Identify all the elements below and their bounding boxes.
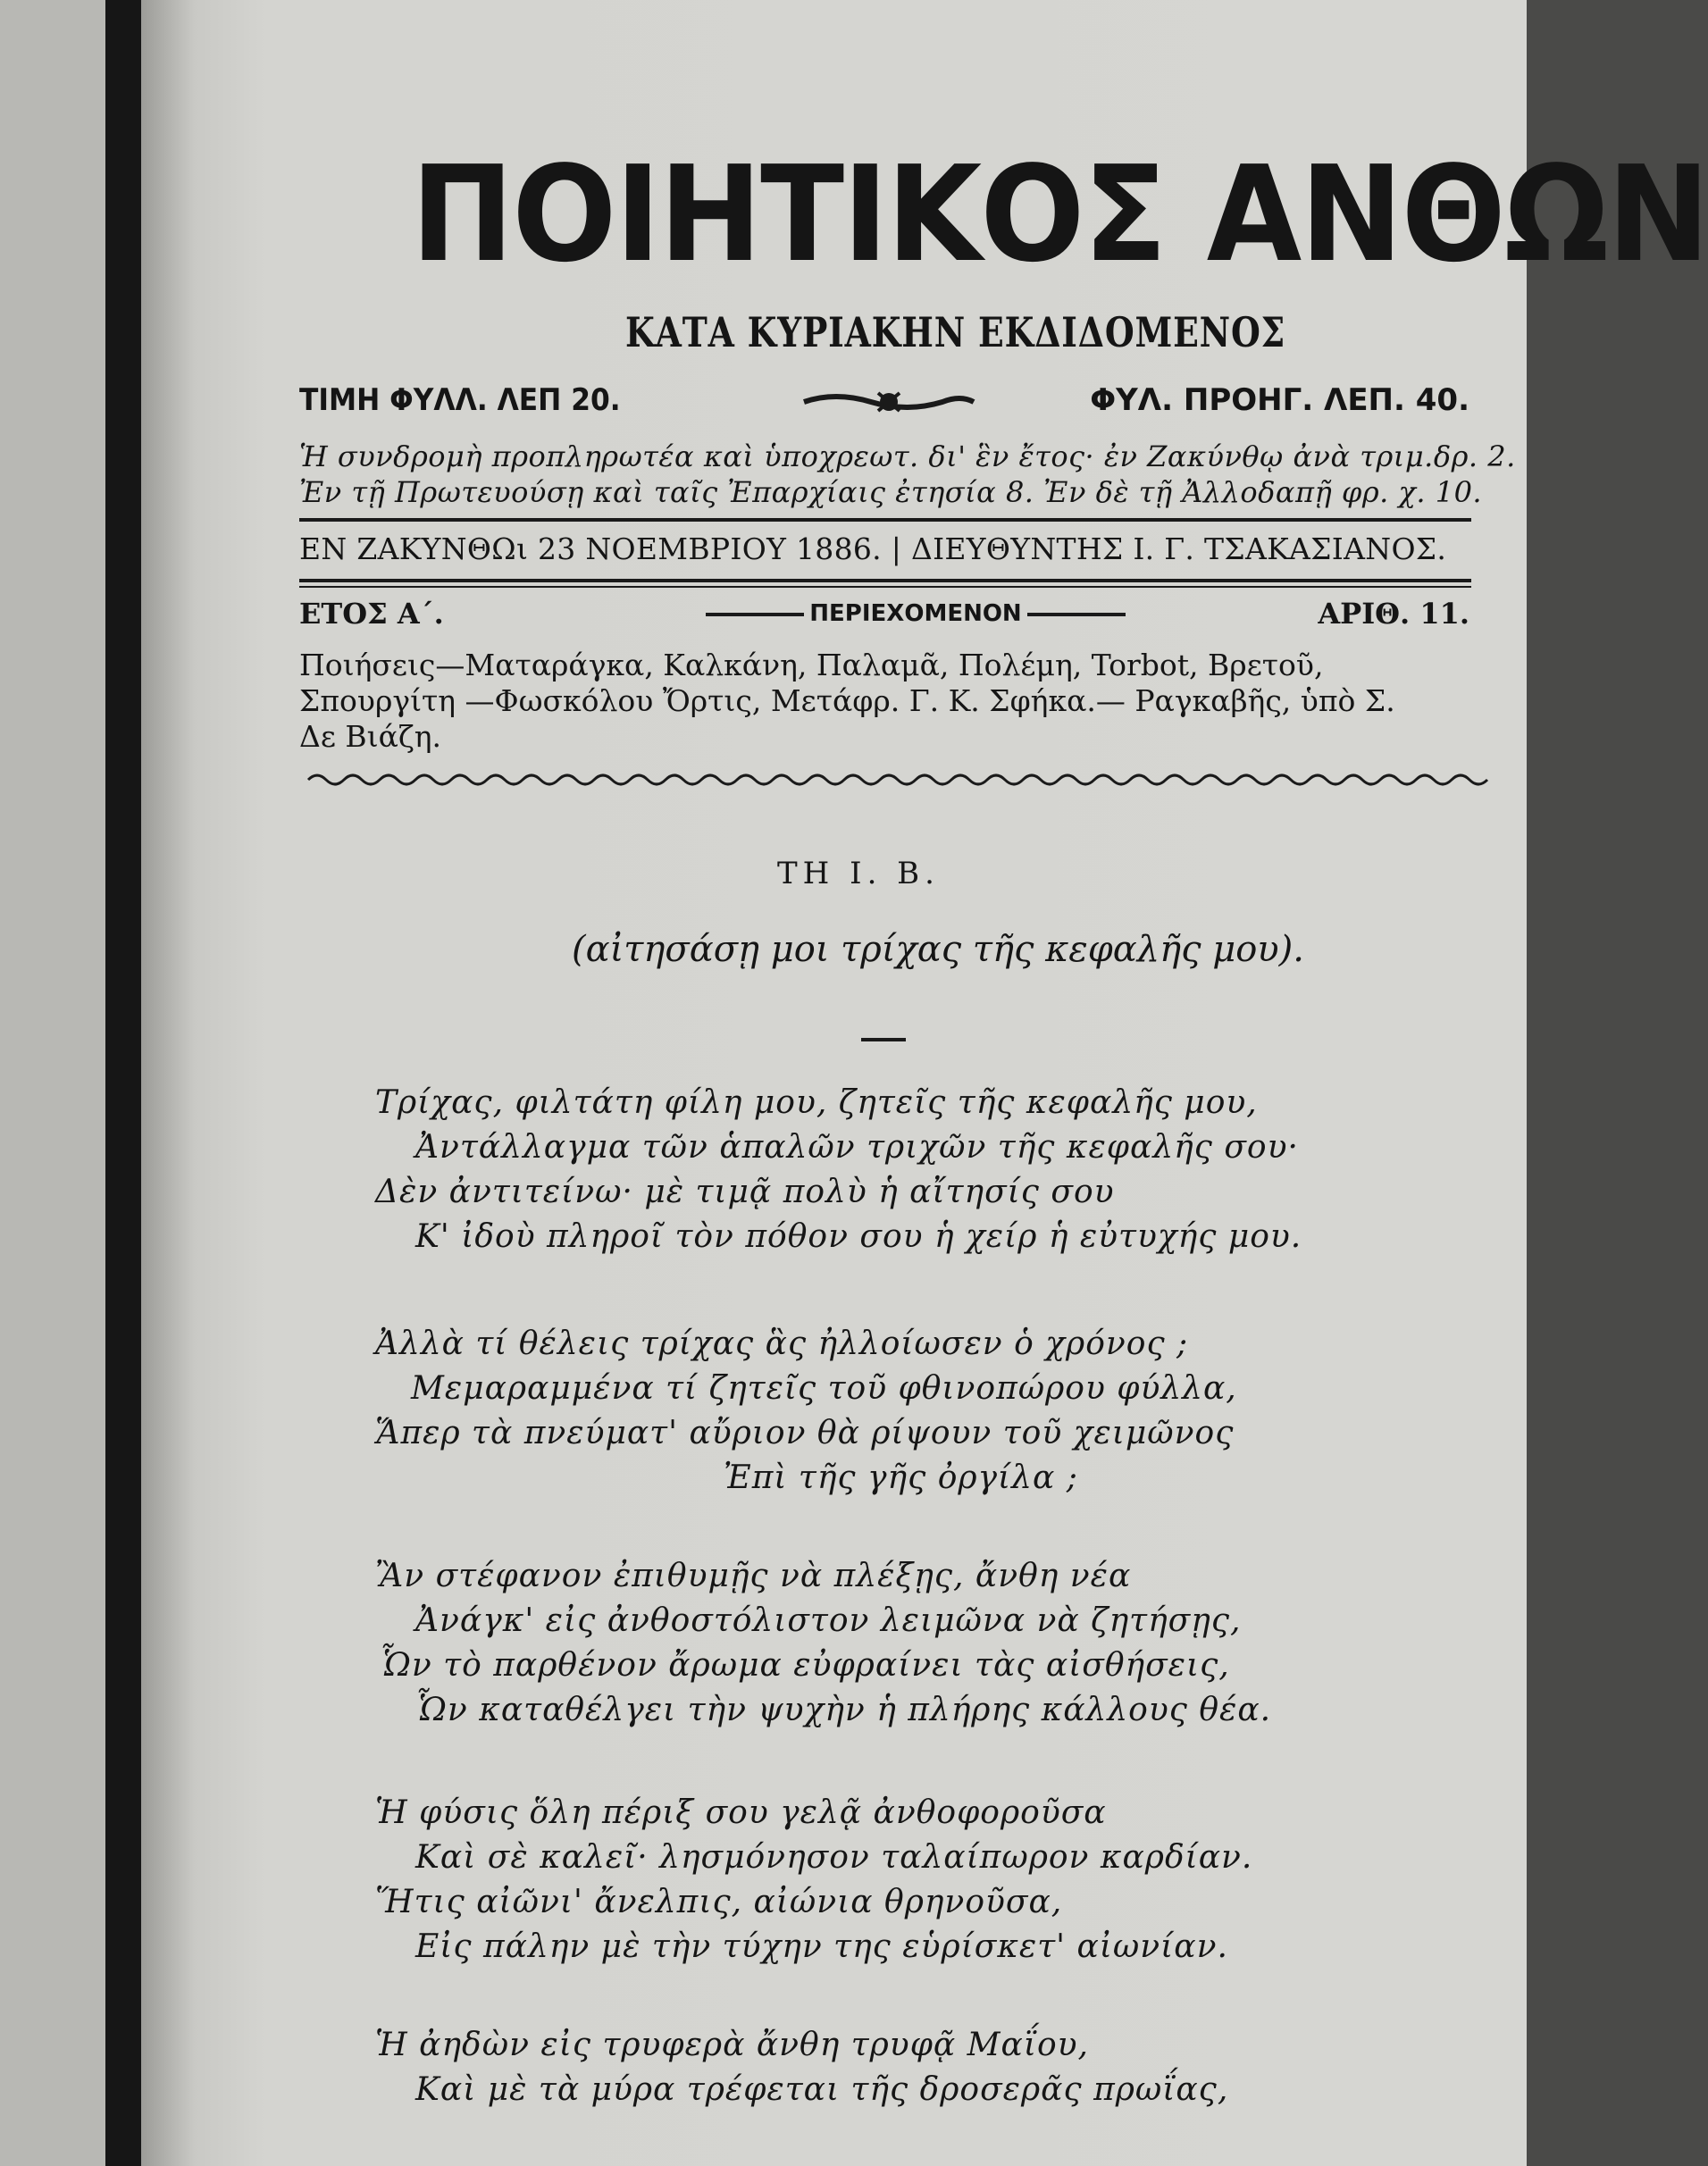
- verse-line: Ἅπερ τὰ πνεύματ' αὔριον θὰ ρίψουν τοῦ χειμῶνος: [375, 1415, 1235, 1451]
- verse-line: Καὶ σὲ καλεῖ· λησμόνησον ταλαίπωρον καρδίαν.: [415, 1839, 1253, 1876]
- stanza-1: [375, 1081, 1429, 1259]
- subscription-line-1: Ἡ συνδρομὴ προπληρωτέα καὶ ὑποχρεωτ. δι' ἓν ἔτος· ἐν Ζακύνθῳ ἀνὰ τριμ.δρ. 2.: [299, 439, 1516, 473]
- verse-line: Ἀντάλλαγμα τῶν ἁπαλῶν τριχῶν τῆς κεφαλῆς σου·: [415, 1129, 1299, 1166]
- verse-line: Ἀνάγκ' εἰς ἀνθοστόλιστον λειμῶνα νὰ ζητήσῃς,: [415, 1602, 1242, 1639]
- verse-line: Ἐπὶ τῆς γῆς ὀργίλα ;: [724, 1459, 1078, 1496]
- poem-short-rule: [861, 1038, 906, 1041]
- stanza-3: [375, 1554, 1429, 1733]
- ornament-icon: [800, 386, 978, 418]
- contents-line-2: Σπουργίτη —Φωσκόλου Ὄρτις, Μετάφρ. Γ. Κ. Σφήκα.— Ραγκαβῆς, ὑπὸ Σ.: [299, 683, 1395, 718]
- verse-line: Δὲν ἀντιτείνω· μὲ τιμᾷ πολὺ ἡ αἴτησίς σου: [375, 1174, 1115, 1210]
- page-binding: [105, 0, 141, 2166]
- rule-middle: [299, 579, 1471, 582]
- verse-line: Ὧν καταθέλγει τὴν ψυχὴν ἡ πλήρης κάλλους θέα.: [415, 1692, 1272, 1728]
- dash-left: [706, 613, 804, 616]
- verse-line: Καὶ μὲ τὰ μύρα τρέφεται τῆς δροσερᾶς πρωΐας,: [415, 2071, 1229, 2108]
- rule-top: [299, 518, 1471, 522]
- stanza-2: [375, 1322, 1429, 1501]
- verse-line: Τρίχας, φιλτάτη φίλη μου, ζητεῖς τῆς κεφαλῆς μου,: [375, 1084, 1258, 1121]
- year-label: ΕΤΟΣ Α΄.: [299, 597, 444, 631]
- masthead-title: ΠΟΙΗΤΙΚΟΣ ΑΝΘΩΝ: [411, 138, 1708, 291]
- poem-epigraph: (αἰτησάσῃ μοι τρίχας τῆς κεφαλῆς μου).: [572, 929, 1304, 970]
- verse-line: Εἰς πάλην μὲ τὴν τύχην της εὑρίσκετ' αἰωνίαν.: [415, 1928, 1228, 1965]
- subscription-line-2: Ἐν τῇ Πρωτευούσῃ καὶ ταῖς Ἐπαρχίαις ἐτησία 8. Ἐν δὲ τῇ Ἀλλοδαπῇ φρ. χ. 10.: [299, 475, 1483, 509]
- masthead-subtitle: ΚΑΤΑ ΚΥΡΙΑΚΗΝ ΕΚΔΙΔΟΜΕΝΟΣ: [625, 308, 1286, 356]
- verse-line: Μεμαραμμένα τί ζητεῖς τοῦ φθινοπώρου φύλλα,: [411, 1370, 1237, 1407]
- rule-middle-thin: [299, 586, 1471, 588]
- verse-line: Κ' ἰδοὺ πληροῖ τὸν πόθον σου ἡ χείρ ἡ εὐτυχής μου.: [415, 1218, 1302, 1255]
- contents-heading-label: ΠΕΡΙΕΧΟΜΕΝΟΝ: [809, 600, 1022, 627]
- price-row: [299, 382, 1469, 425]
- poem-heading: ΤΗ Ι. Β.: [777, 856, 940, 891]
- year-row: [299, 597, 1469, 636]
- contents-heading: [666, 600, 1166, 627]
- verse-line: Ἡ φύσις ὅλη πέριξ σου γελᾷ ἀνθοφοροῦσα: [375, 1794, 1107, 1831]
- stanza-5: [375, 2023, 1429, 2112]
- verse-line: Ἂν στέφανον ἐπιθυμῇς νὰ πλέξῃς, ἄνθη νέα: [375, 1558, 1132, 1594]
- place-date-editor: ΕΝ ΖΑΚΥΝΘΩι 23 ΝΟΕΜΒΡΙΟΥ 1886. | ΔΙΕΥΘΥΝΤΗΣ Ι. Γ. ΤΣΑΚΑΣΙΑΝΟΣ.: [299, 531, 1447, 566]
- scan-gutter: [0, 0, 105, 2166]
- wavy-divider: [308, 766, 1461, 793]
- contents-line-1: Ποιήσεις—Ματαράγκα, Καλκάνη, Παλαμᾶ, Πολέμη, Torbot, Βρετοῦ,: [299, 648, 1324, 682]
- price-single: ΤΙΜΗ ΦΥΛΛ. ΛΕΠ 20.: [299, 382, 621, 418]
- dash-right: [1027, 613, 1126, 616]
- verse-line: Ἀλλὰ τί θέλεις τρίχας ἃς ἠλλοίωσεν ὁ χρόνος ;: [375, 1326, 1189, 1362]
- contents-list: [299, 648, 1474, 755]
- price-previous: ΦΥΛ. ΠΡΟΗΓ. ΛΕΠ. 40.: [1090, 382, 1469, 418]
- verse-line: Ἡ ἀηδὼν εἰς τρυφερὰ ἄνθη τρυφᾷ Μαΐου,: [375, 2027, 1089, 2063]
- verse-line: Ὧν τὸ παρθένον ἄρωμα εὐφραίνει τὰς αἰσθήσεις,: [380, 1647, 1230, 1684]
- issue-number: ΑΡΙΘ. 11.: [1318, 597, 1469, 631]
- verse-line: Ἥτις αἰῶνι' ἄνελπις, αἰώνια θρηνοῦσα,: [375, 1884, 1063, 1920]
- contents-line-3: Δε Βιάζη.: [299, 719, 442, 754]
- stanza-4: [375, 1791, 1429, 1969]
